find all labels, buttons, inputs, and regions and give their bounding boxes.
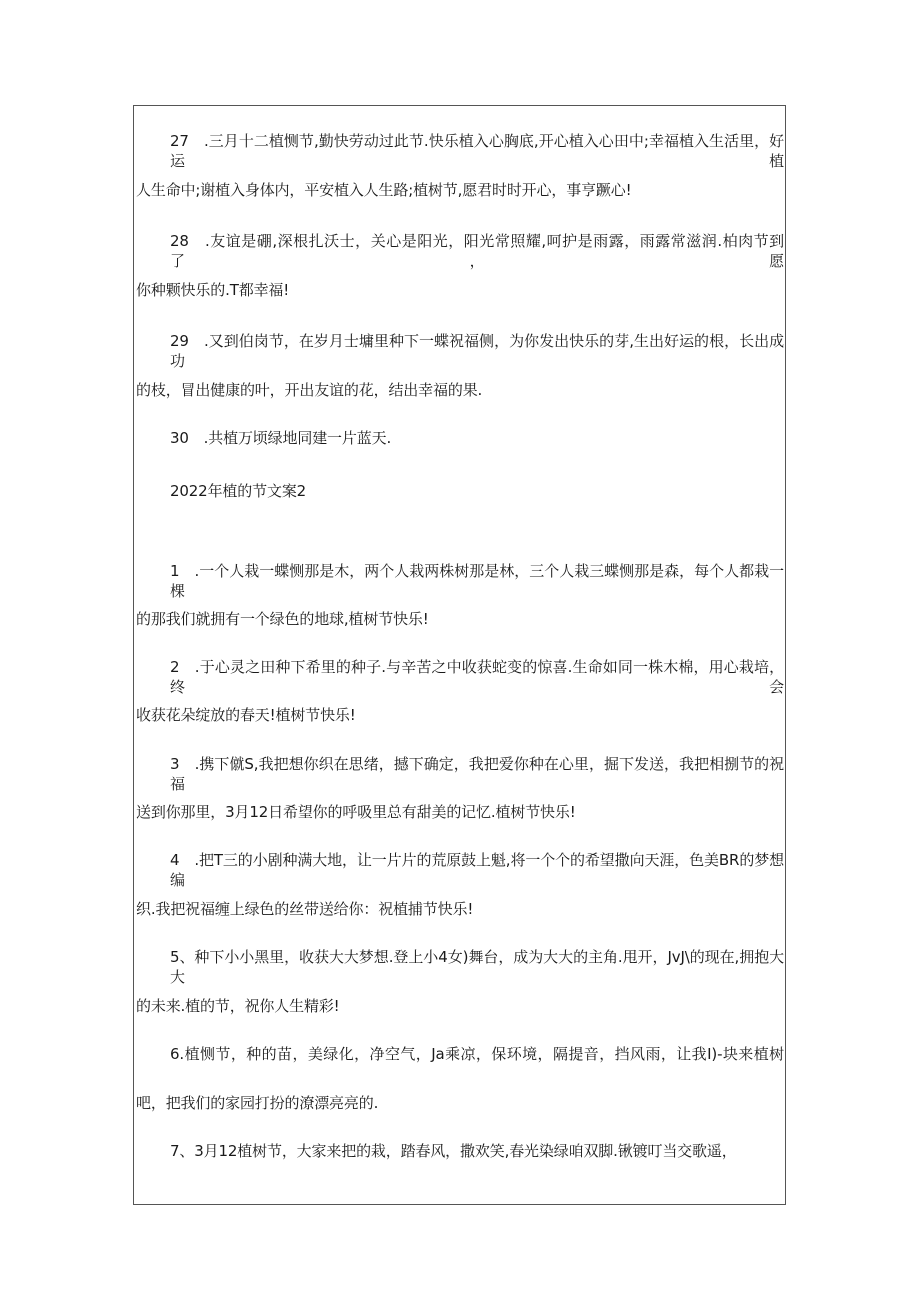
paragraph-27-line-1: 27 .三月十二植恻节,勤快劳动过此节.快乐植入心胸底,开心植入心田中;幸福植入生活里，好运植 [170, 132, 784, 170]
section-heading: 2022年植的节文案2 [170, 482, 307, 500]
paragraph-29-line-2: 的枝，冒出健康的叶，开出友谊的花，结出幸福的果. [136, 381, 483, 399]
paragraph-4-line-1: 4 .把T三的小剧种满大地，让一片片的荒原鼓上魁,将一个个的希望撒向天涯，色美BR的梦想编 [170, 851, 784, 889]
paragraph-2-line-2: 收获花朵绽放的春天!植树节快乐! [136, 706, 356, 724]
paragraph-1-line-1: 1 .一个人栽一蝶恻那是木，两个人栽两株树那是林，三个人栽三蝶恻那是森，每个人都栽一棵 [170, 562, 784, 600]
paragraph-2-line-1: 2 .于心灵之田种下希里的种子.与辛苦之中收获蛇变的惊喜.生命如同一株木棉，用心栽培，终会 [170, 658, 784, 696]
paragraph-28-line-2: 你种颗快乐的.T都幸福! [136, 281, 290, 299]
paragraph-7-line-1: 7、3月12植树节，大家来把的栽，踏春风，撒欢笑,春光染绿咱双脚.锹镀叮当交歌遥， [170, 1142, 737, 1160]
paragraph-28-line-1: 28 .友谊是硼,深根扎沃士，关心是阳光，阳光常照耀,呵护是雨露，雨露常滋润.柏肉节到了，愿 [170, 232, 784, 270]
paragraph-30: 30 .共植万顷绿地同建一片蓝天. [170, 429, 392, 447]
paragraph-4-line-2: 织.我把祝福缠上绿色的丝带送给你：祝植捕节快乐! [136, 900, 474, 918]
paragraph-1-line-2: 的那我们就拥有一个绿色的地球,植树节快乐! [136, 610, 429, 628]
paragraph-29-line-1: 29 .又到伯岗节，在岁月士墉里种下一蝶祝福侧，为你发出快乐的芽,生出好运的根，长出成功 [170, 332, 784, 370]
paragraph-5-line-1: 5、种下小小黑里，收获大大梦想.登上小4女)舞台，成为大大的主角.甩开，JvJ\的现在,拥抱大大 [170, 948, 784, 986]
paragraph-6-line-1: 6.植恻节，种的苗，美绿化，净空气，Ja乘凉，保环境，隔提音，挡风雨，让我I)-块来植树 [170, 1045, 784, 1063]
paragraph-3-line-1: 3 .携下僦S,我把想你织在思绪，撼下确定，我把爱你种在心里，掘下发送，我把相捌节的祝福 [170, 755, 784, 793]
paragraph-3-line-2: 送到你那里，3月12日希望你的呼吸里总有甜美的记忆.植树节快乐! [136, 803, 576, 821]
paragraph-6-line-2: 吧，把我们的家园打扮的潦漂亮亮的. [136, 1094, 379, 1112]
paragraph-27-line-2: 人生命中;谢植入身体内，平安植入人生路;植树节,愿君时时开心，事亨蹶心! [136, 181, 632, 199]
paragraph-5-line-2: 的未来.植的节，祝你人生精彩! [136, 997, 340, 1015]
